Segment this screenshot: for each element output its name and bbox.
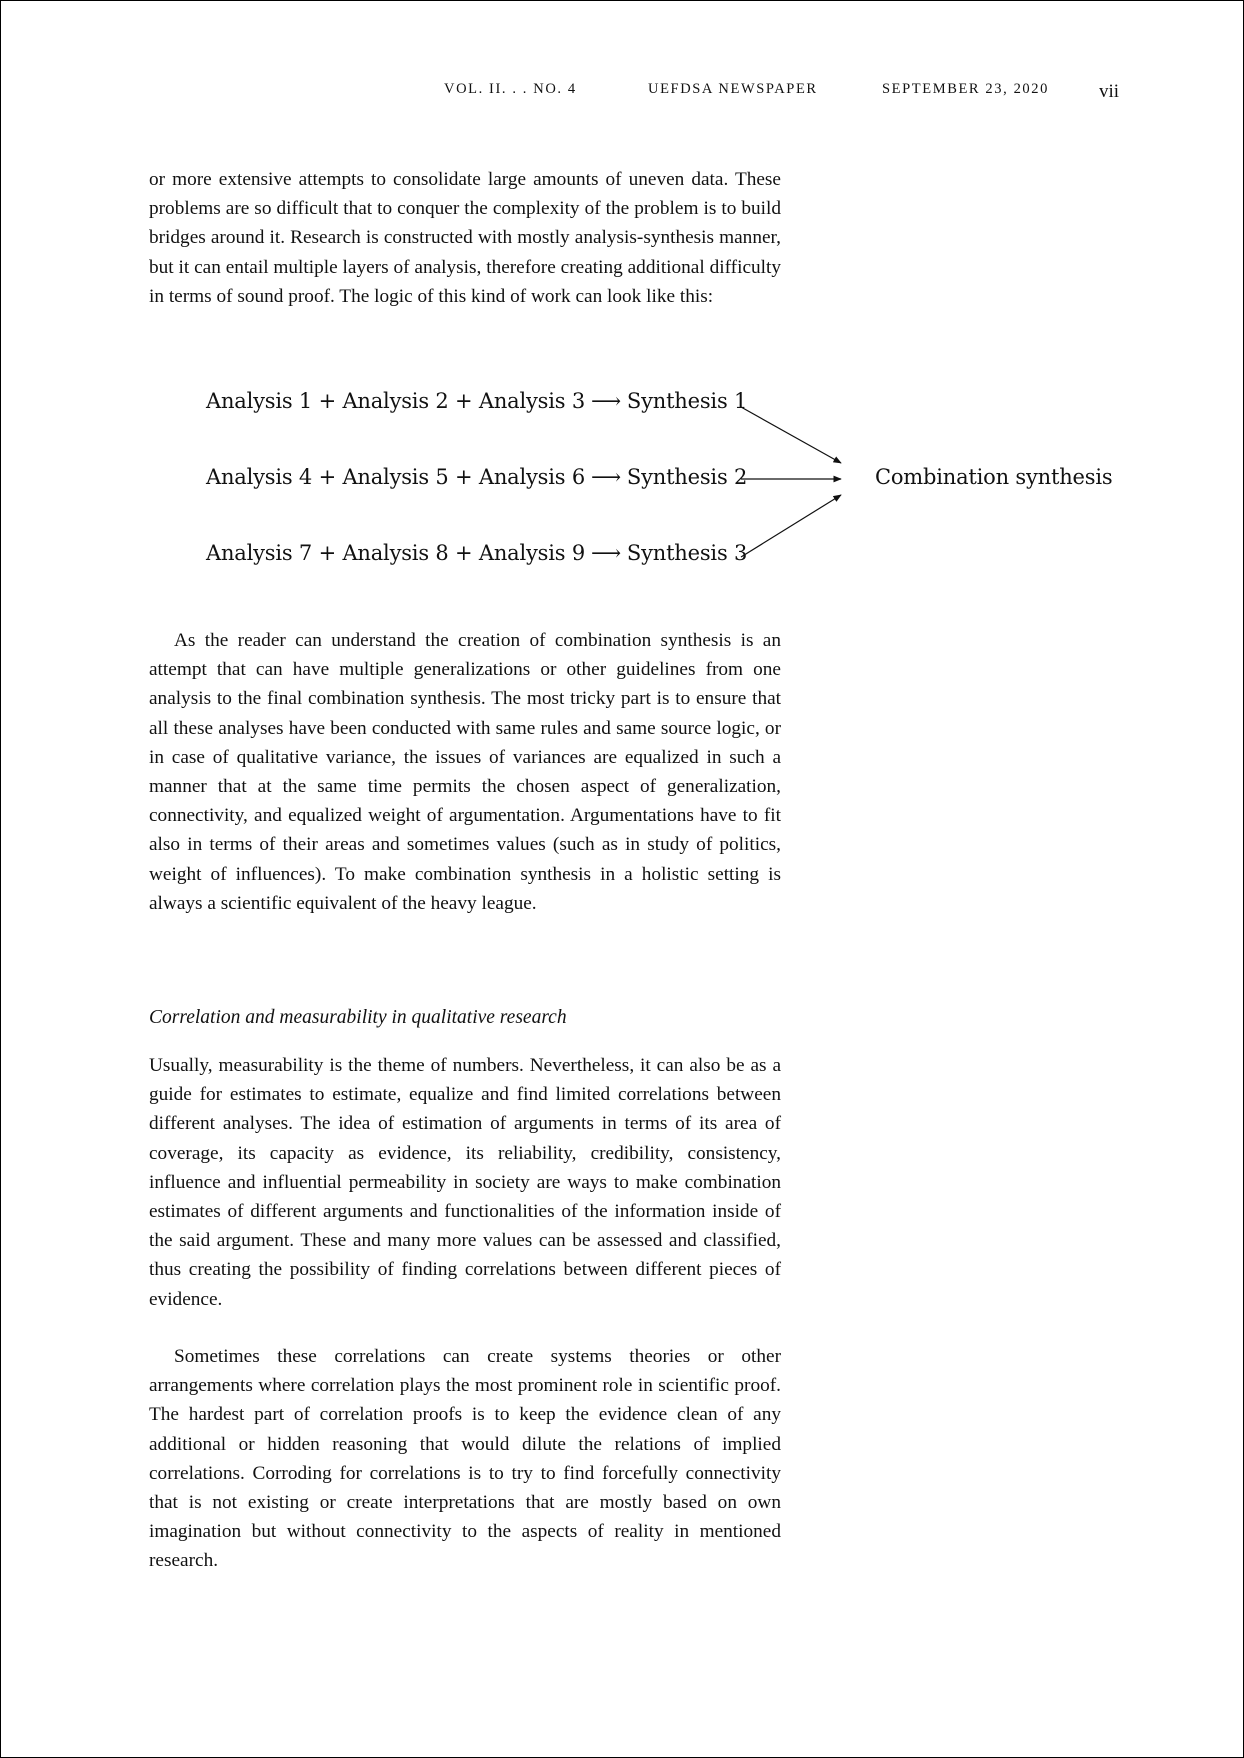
arrow-synthesis-1-to-combination — [741, 407, 841, 463]
page-number: vii — [1099, 81, 1120, 102]
right-arrow-icon: ⟶ — [590, 465, 621, 489]
synthesis-1: Synthesis 1 — [626, 389, 748, 413]
analysis-synthesis-diagram — [1, 371, 1244, 571]
analyses-group-1: Analysis 1 + Analysis 2 + Analysis 3 — [206, 389, 585, 413]
analyses-group-3: Analysis 7 + Analysis 8 + Analysis 9 — [206, 541, 585, 565]
diagram-row-2 — [206, 465, 747, 489]
body-paragraph-1: or more extensive attempts to consolidate large amounts of uneven data. These problems are so difficult that to conquer the complexity of the problem is to build bridges around it. Research is constructed with mostly analysis-synthesis manner, but it can entail multiple layers of analysis, therefore creating additional difficulty in terms of sound proof. The logic of this kind of work can look like this: — [149, 169, 781, 307]
synthesis-3: Synthesis 3 — [626, 541, 748, 565]
body-paragraph-3: Usually, measurability is the theme of numbers. Nevertheless, it can also be as a guide for estimates to estimate, equalize and find limited correlations between different analyses. The idea of estimation of arguments in terms of its area of coverage, its capacity as evidence, its reliability, credibility, consistency, influence and influential permeability in society are ways to make combination estimates of different arguments and functionalities of the information inside of the said argument. These and many more values can be assessed and classified, thus creating the possibility of finding correlations between different pieces of evidence. — [149, 1055, 781, 1310]
combination-synthesis-node: Combination synthesis — [875, 465, 1113, 489]
diagram-row-1 — [206, 389, 747, 413]
diagram-row-3 — [206, 541, 747, 565]
body-paragraph-4: Sometimes these correlations can create systems theories or other arrangements where correlation plays the most prominent role in scientific proof. The hardest part of correlation proofs is to keep the evidence clean of any additional or hidden reasoning that would dilute the relations of implied correlations. Corroding for correlations is to try to find forcefully connectivity that is not existing or create interpretations that are mostly based on own imagination but without connectivity to the aspects of reality in mentioned research. — [149, 1346, 781, 1572]
arrow-synthesis-3-to-combination — [741, 495, 841, 557]
body-paragraph-2: As the reader can understand the creation of combination synthesis is an attempt that can have multiple generalizations or other guidelines from one analysis to the final combination synthesis. The most tricky part is to ensure that all these analyses have been conducted with same rules and same source logic, or in case of qualitative variance, the issues of variances are equalized in such a manner that at the same time permits the chosen aspect of generalization, connectivity, and equalized weight of argumentation. Argumentations have to fit also in terms of their areas and sometimes values (such as in study of politics, weight of influences). To make combination synthesis in a holistic setting is always a scientific equivalent of the heavy league. — [149, 630, 781, 914]
section-heading: Correlation and measurability in qualitative research — [149, 1007, 567, 1028]
right-arrow-icon: ⟶ — [590, 389, 621, 413]
right-arrow-icon: ⟶ — [590, 541, 621, 565]
header-date: SEPTEMBER 23, 2020 — [882, 81, 1049, 97]
analyses-group-2: Analysis 4 + Analysis 5 + Analysis 6 — [206, 465, 585, 489]
running-header — [1, 81, 1243, 103]
header-volume: VOL. II. . . NO. 4 — [444, 81, 577, 97]
header-newspaper-name: UEFDSA NEWSPAPER — [648, 81, 818, 97]
synthesis-2: Synthesis 2 — [626, 465, 748, 489]
